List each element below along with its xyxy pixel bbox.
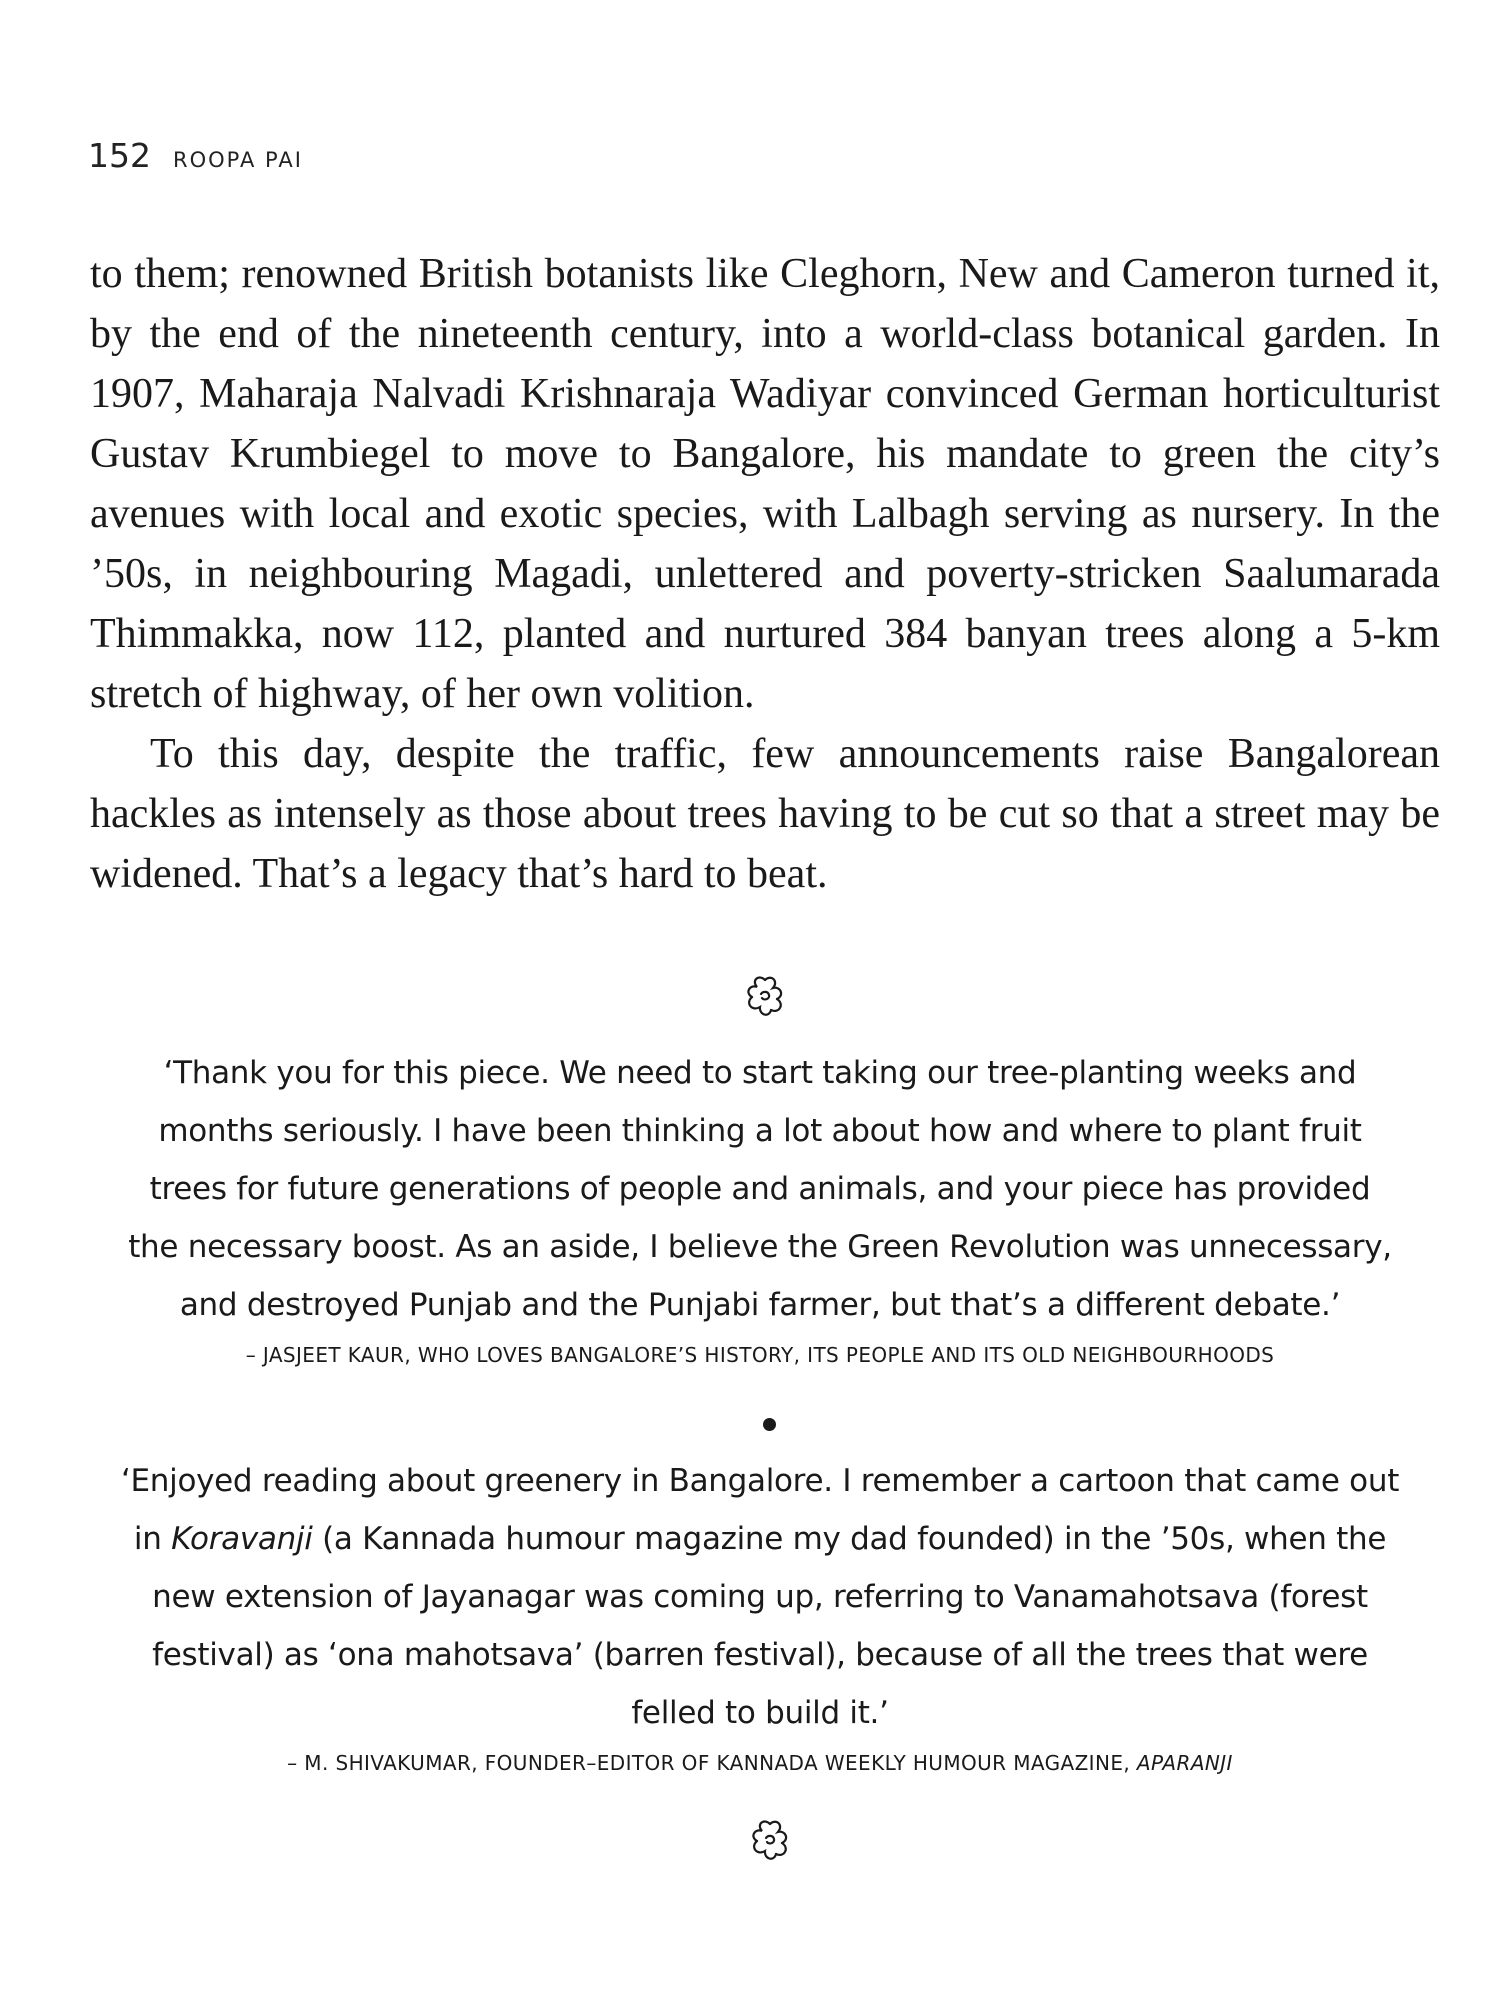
running-head: [88, 136, 303, 175]
quote-text: ‘Enjoyed reading about greenery in Bangalore. I remember a cartoon that came out in: [120, 1463, 1400, 1557]
reader-comment: [120, 1452, 1400, 1778]
reader-comment: [120, 1044, 1400, 1370]
magazine-title: Koravanji: [171, 1521, 313, 1557]
comment-attribution: – JASJEET KAUR, WHO LOVES BANGALORE’S HISTORY, ITS PEOPLE AND ITS OLD NEIGHBOURHOODS: [245, 1343, 1275, 1367]
body-paragraph: To this day, despite the traffic, few announcements raise Bangalorean hackles as intensely as those about trees having to be cut so that a street may be widened. That’s a legacy that’s hard to beat.: [90, 731, 1440, 897]
body-paragraph: to them; renowned British botanists like Cleghorn, New and Cameron turned it, by the end of the nineteenth century, into a world-class botanical garden. In 1907, Maharaja Nalvadi Krishnaraja Wadiyar convinced German horticulturist Gustav Krumbiegel to move to Bangalore, his mandate to green the city’s avenues with local and exotic species, with Lalbagh serving as nursery. In the ’50s, in neighbouring Magadi, unlettered and poverty-stricken Saalumarada Thimmakka, now 112, planted and nurtured 384 banyan trees along a 5-km stretch of highway, of her own volition.: [90, 251, 1440, 717]
comment-attribution: [120, 1748, 1400, 1778]
comment-quote: ‘Thank you for this piece. We need to start taking our tree-planting weeks and months seriously. I have been thinking a lot about how and where to plant fruit trees for future generations of people and animals, and your piece has provided the necessary boost. As an aside, I believe the Green Revolution was unnecessary, and destroyed Punjab and the Punjabi farmer, but that’s a different debate.’: [128, 1055, 1392, 1323]
quote-text: (a Kannada humour magazine my dad founded) in the ’50s, when the new extension of Jayanagar was coming up, referring to Vanamahotsava (forest festival) as ‘ona mahotsava’ (barren festival), because of all the trees that were felled to build it.’: [152, 1521, 1387, 1731]
page-number: 152: [88, 136, 151, 175]
comment-quote: [120, 1452, 1400, 1742]
flower-ornament-icon: [740, 1814, 800, 1874]
author-name: ROOPA PAI: [173, 148, 303, 172]
flower-ornament-icon: [735, 970, 795, 1030]
magazine-title: APARANJI: [1136, 1751, 1233, 1775]
attribution-text: – M. SHIVAKUMAR, FOUNDER–EDITOR OF KANNADA WEEKLY HUMOUR MAGAZINE,: [287, 1751, 1137, 1775]
body-text: [90, 244, 1440, 904]
bullet-dot-icon: [763, 1418, 776, 1431]
